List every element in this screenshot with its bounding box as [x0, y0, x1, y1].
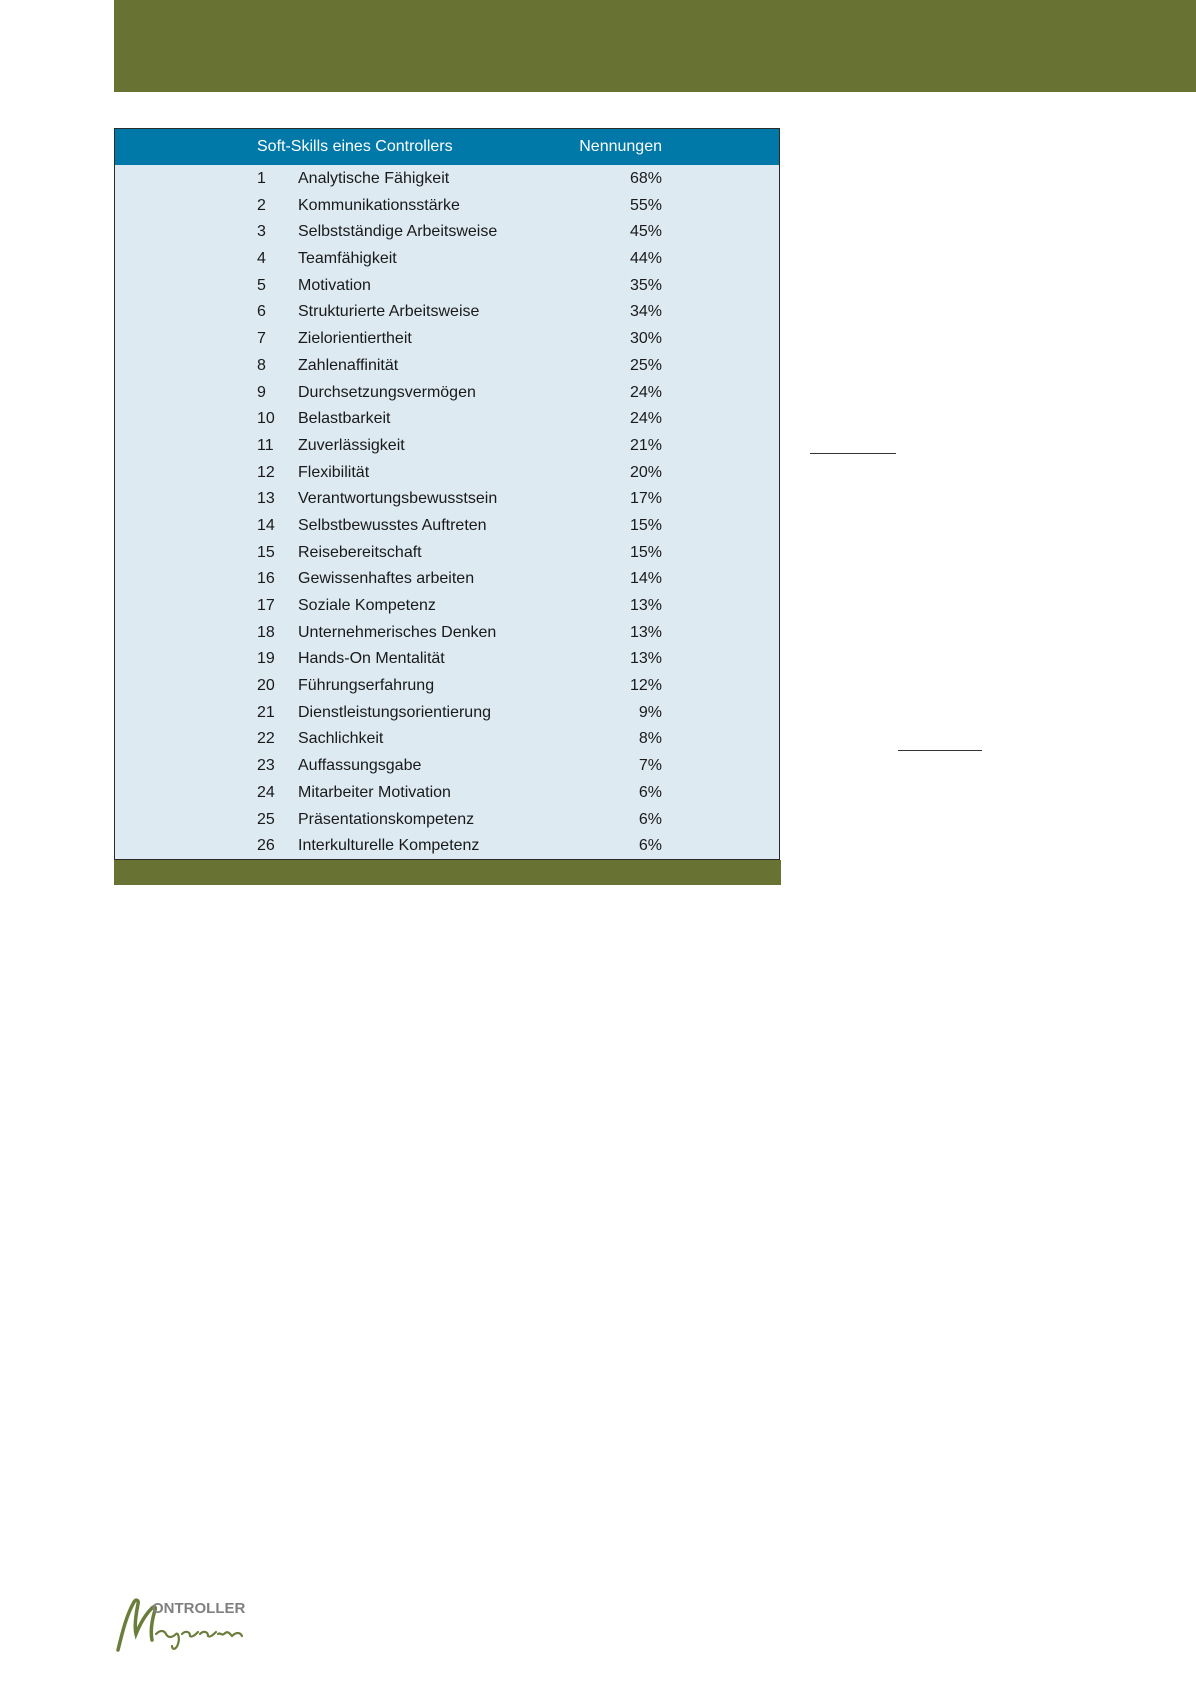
table-row: [115, 512, 779, 539]
skill-cell: Gewissenhaftes arbeiten: [298, 570, 475, 588]
table-row: [115, 725, 779, 752]
rank-cell: 18: [257, 623, 275, 641]
rank-cell: 3: [257, 223, 266, 241]
percent-cell: 7%: [638, 757, 662, 775]
percent-cell: 6%: [638, 837, 662, 855]
percent-cell: 6%: [638, 783, 662, 801]
skill-cell: Flexibilität: [298, 463, 370, 481]
table-row: [115, 272, 779, 299]
table-row: [115, 619, 779, 646]
percent-cell: 14%: [629, 570, 662, 588]
skill-cell: Selbstständige Arbeitsweise: [298, 223, 498, 241]
percent-cell: 34%: [629, 303, 662, 321]
percent-cell: 45%: [629, 223, 662, 241]
table-row: [115, 245, 779, 272]
skill-cell: Verantwortungsbewusstsein: [298, 490, 498, 508]
percent-cell: 24%: [629, 410, 662, 428]
logo-wordmark: ONTROLLER: [152, 1600, 246, 1617]
table-row: [115, 806, 779, 833]
skill-cell: Motivation: [298, 276, 371, 294]
rank-cell: 19: [257, 650, 275, 668]
rank-cell: 1: [257, 170, 266, 187]
percent-cell: 12%: [629, 677, 662, 695]
skill-cell: Sachlichkeit: [298, 730, 384, 748]
rank-cell: 9: [257, 383, 266, 401]
table-row: [115, 779, 779, 806]
percent-cell: 55%: [629, 196, 662, 214]
percent-cell: 13%: [629, 650, 662, 668]
skill-cell: Mitarbeiter Motivation: [298, 783, 451, 801]
skill-cell: Dienstleistungsorientierung: [298, 703, 491, 721]
rank-cell: 6: [257, 303, 266, 321]
percent-cell: 35%: [629, 276, 662, 294]
table-row: [115, 405, 779, 432]
skill-cell: Analytische Fähigkeit: [298, 170, 450, 187]
skill-cell: Teamfähigkeit: [298, 250, 397, 268]
skill-cell: Führungserfahrung: [298, 677, 435, 695]
table-body: [115, 165, 779, 859]
rank-cell: 20: [257, 677, 275, 695]
percent-cell: 44%: [629, 250, 662, 268]
top-banner: [114, 0, 1196, 92]
skill-cell: Auffassungsgabe: [298, 757, 422, 775]
rank-cell: 4: [257, 250, 266, 268]
percent-cell: 6%: [638, 810, 662, 828]
rank-cell: 12: [257, 463, 275, 481]
controller-magazin-logo: [112, 1594, 262, 1654]
soft-skills-table: [114, 128, 780, 860]
table-row: [115, 379, 779, 406]
rank-cell: 23: [257, 757, 275, 775]
table-row: [115, 832, 779, 859]
percent-cell: 13%: [629, 623, 662, 641]
table-row: [115, 218, 779, 245]
rank-cell: 5: [257, 276, 266, 294]
percent-cell: 15%: [629, 543, 662, 561]
skill-cell: Kommunikationsstärke: [298, 196, 460, 214]
skill-cell: Unternehmerisches Denken: [298, 623, 497, 641]
rank-cell: 2: [257, 196, 266, 214]
table-row: [115, 699, 779, 726]
table-row: [115, 192, 779, 219]
rank-cell: 10: [257, 410, 275, 428]
table-header: [115, 129, 779, 165]
table-row: [115, 325, 779, 352]
rank-cell: 8: [257, 356, 266, 374]
rank-cell: 15: [257, 543, 275, 561]
table-row: [115, 539, 779, 566]
rank-cell: 16: [257, 570, 275, 588]
percent-cell: 68%: [629, 170, 662, 187]
skill-cell: Zuverlässigkeit: [298, 436, 405, 454]
skill-cell: Durchsetzungsvermögen: [298, 383, 476, 401]
table-row: [115, 592, 779, 619]
divider-line: [810, 453, 896, 454]
rank-cell: 13: [257, 490, 275, 508]
percent-cell: 15%: [629, 516, 662, 534]
rank-cell: 22: [257, 730, 275, 748]
skill-cell: Zielorientiertheit: [298, 330, 412, 348]
table-footer-bar: [114, 860, 781, 885]
percent-cell: 20%: [629, 463, 662, 481]
rank-cell: 24: [257, 783, 275, 801]
skill-cell: Hands-On Mentalität: [298, 650, 445, 668]
skill-cell: Zahlenaffinität: [298, 356, 399, 374]
table-row: [115, 432, 779, 459]
table-row: [115, 645, 779, 672]
header-skill-label: Soft-Skills eines Controllers: [257, 138, 453, 155]
table-row: [115, 752, 779, 779]
table-row: [115, 459, 779, 486]
table-row: [115, 565, 779, 592]
skill-cell: Belastbarkeit: [298, 410, 391, 428]
table-row: [115, 298, 779, 325]
table-row: [115, 485, 779, 512]
rank-cell: 25: [257, 810, 275, 828]
skill-cell: Soziale Kompetenz: [298, 597, 436, 614]
percent-cell: 13%: [629, 597, 662, 614]
table-row: [115, 352, 779, 379]
divider-line: [898, 750, 982, 751]
rank-cell: 26: [257, 837, 275, 855]
rank-cell: 11: [257, 436, 274, 454]
percent-cell: 9%: [638, 703, 662, 721]
table-row: [115, 672, 779, 699]
percent-cell: 30%: [629, 330, 662, 348]
percent-cell: 21%: [629, 436, 662, 454]
percent-cell: 8%: [638, 730, 662, 748]
rank-cell: 17: [257, 597, 275, 614]
percent-cell: 25%: [629, 356, 662, 374]
skill-cell: Interkulturelle Kompetenz: [298, 837, 480, 855]
rank-cell: 14: [257, 516, 275, 534]
rank-cell: 21: [257, 703, 275, 721]
rank-cell: 7: [257, 330, 266, 348]
skill-cell: Strukturierte Arbeitsweise: [298, 303, 480, 321]
table-row: [115, 165, 779, 192]
percent-cell: 17%: [629, 490, 662, 508]
header-count-label: Nennungen: [579, 138, 662, 155]
skill-cell: Präsentationskompetenz: [298, 810, 475, 828]
skill-cell: Reisebereitschaft: [298, 543, 422, 561]
skill-cell: Selbstbewusstes Auftreten: [298, 516, 487, 534]
percent-cell: 24%: [629, 383, 662, 401]
